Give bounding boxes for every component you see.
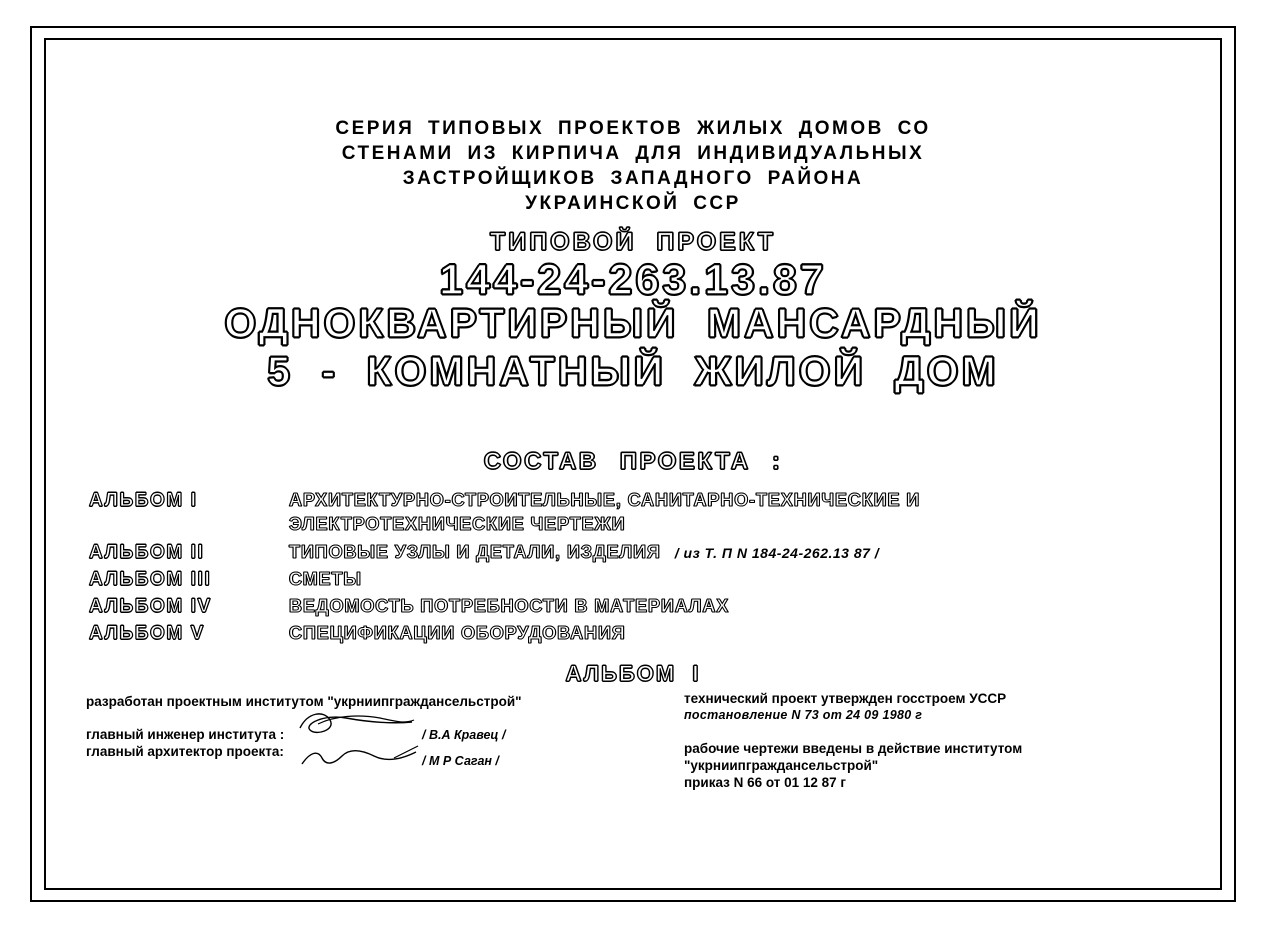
album-name: АЛЬБОМ V [89,623,205,644]
album-note: / из Т. П N 184-24-262.13 87 / [674,545,880,561]
working-line-1: рабочие чертежи введены в действие институтом [684,741,1023,756]
album-description: ТИПОВЫЕ УЗЛЫ И ДЕТАЛИ, ИЗДЕЛИЯ [289,542,661,562]
album-name: АЛЬБОМ II [89,542,205,563]
signature-scribbles-icon [294,706,524,786]
series-header-line-2: СТЕНАМИ ИЗ КИРПИЧА ДЛЯ ИНДИВИДУАЛЬНЫХ [341,143,925,164]
list-item [89,596,1189,623]
footer-right-block [684,690,1204,807]
approval-block [684,690,1204,724]
series-header-line-3: ЗАСТРОЙЩИКОВ ЗАПАДНОГО РАЙОНА [402,168,864,189]
signatures-area [294,706,524,786]
series-header-line-1: СЕРИЯ ТИПОВЫХ ПРОЕКТОВ ЖИЛЫХ ДОМОВ СО [335,118,931,139]
chief-engineer-signature-name: / В.А Кравец / [422,728,506,742]
approval-line-2: постановление N 73 от 24 09 1980 г [684,708,923,722]
working-line-3: приказ N 66 от 01 12 87 г [684,775,847,790]
album-name: АЛЬБОМ I [89,490,198,511]
approval-line-1: технический проект утвержден госстроем УССР [684,691,1007,706]
project-title-line-1: ОДНОКВАРТИРНЫЙ МАНСАРДНЫЙ [224,300,1042,346]
sheet-content [44,38,1222,890]
project-number: 144-24-263.13.87 [439,256,827,304]
album-description: ВЕДОМОСТЬ ПОТРЕБНОСТИ В МАТЕРИАЛАХ [289,596,730,616]
current-album-heading: АЛЬБОМ I [565,661,701,686]
chief-architect-label: главный архитектор проекта: [86,744,284,759]
developed-by-text: разработан проектным институтом "укрниипграждансельстрой" [86,694,522,709]
project-type-label: ТИПОВОЙ ПРОЕКТ [489,228,777,256]
album-description: СПЕЦИФИКАЦИИ ОБОРУДОВАНИЯ [289,623,626,643]
series-header-line-4: УКРАИНСКОЙ ССР [525,193,741,214]
working-drawings-block [684,740,1204,791]
working-line-2: "укрниипграждансельстрой" [684,758,879,773]
list-item [89,623,1189,650]
album-description: АРХИТЕКТУРНО-СТРОИТЕЛЬНЫЕ, САНИТАРНО-ТЕХНИЧЕСКИЕ И [289,490,921,510]
album-name: АЛЬБОМ III [89,569,212,590]
composition-heading: СОСТАВ ПРОЕКТА : [483,448,783,475]
list-item [89,490,1189,542]
album-list [89,490,1189,650]
album-description: СМЕТЫ [289,569,362,589]
series-header [44,116,1222,216]
album-description-second-line: ЭЛЕКТРОТЕХНИЧЕСКИЕ ЧЕРТЕЖИ [289,514,626,534]
list-item [89,542,1189,569]
album-name: АЛЬБОМ IV [89,596,212,617]
chief-engineer-label: главный инженер института : [86,727,285,742]
project-title-line-2: 5 - КОМНАТНЫЙ ЖИЛОЙ ДОМ [267,348,999,394]
list-item [89,569,1189,596]
chief-architect-signature-name: / М Р Саган / [422,754,499,768]
